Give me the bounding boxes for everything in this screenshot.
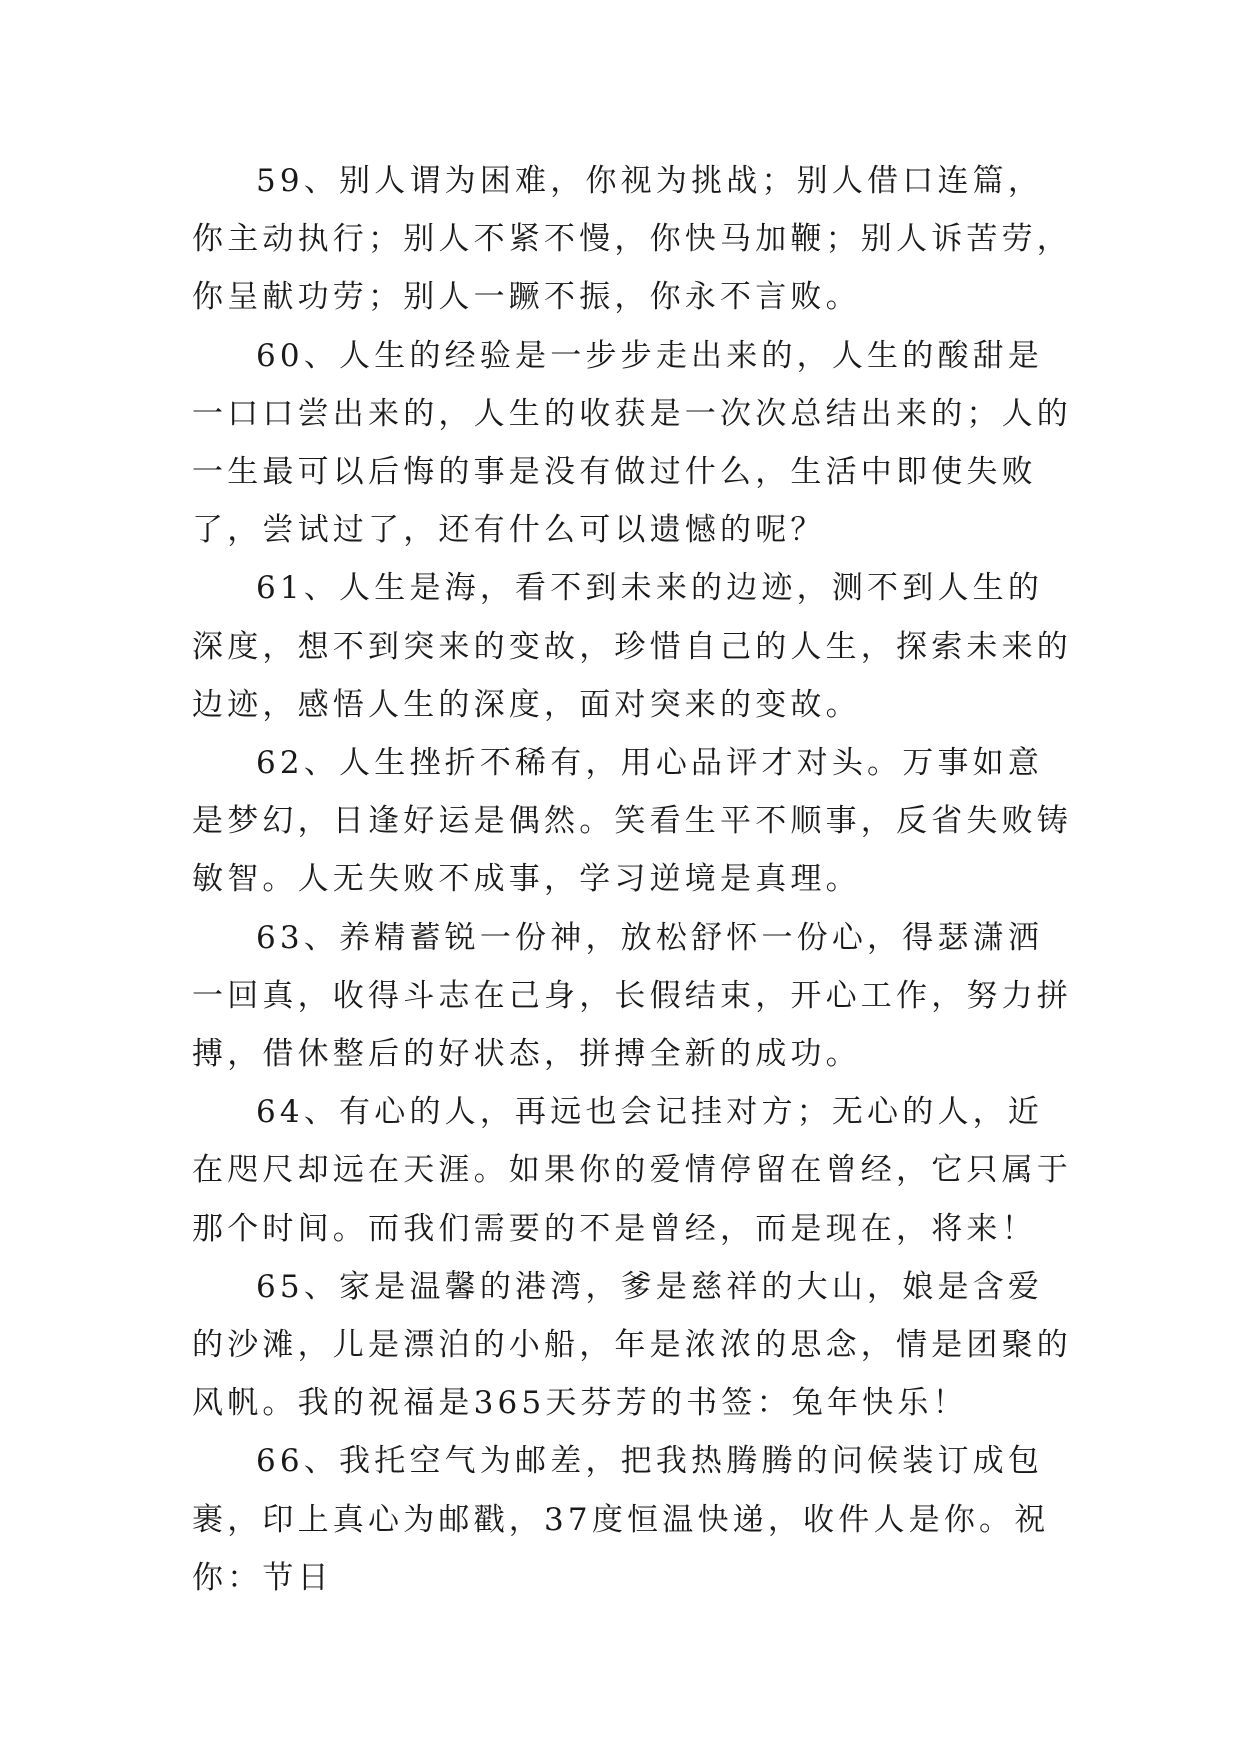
paragraph-60: 60、人生的经验是一步步走出来的，人生的酸甜是一口口尝出来的，人生的收获是一次次总结出来的；人的一生最可以后悔的事是没有做过什么，生活中即使失败了，尝试过了，还有什么可以遗憾的呢？ [192,337,1072,549]
document-body [192,152,1072,1607]
paragraph-62: 62、人生挫折不稀有，用心品评才对头。万事如意是梦幻，日逢好运是偶然。笑看生平不顺事，反省失败铸敏智。人无失败不成事，学习逆境是真理。 [192,745,1072,898]
paragraph-59: 59、别人谓为困难，你视为挑战；别人借口连篇，你主动执行；别人不紧不慢，你快马加鞭；别人诉苦劳，你呈献功劳；别人一蹶不振，你永不言败。 [192,163,1072,316]
paragraph-65: 65、家是温馨的港湾，爹是慈祥的大山，娘是含爱的沙滩，儿是漂泊的小船，年是浓浓的思念，情是团聚的风帆。我的祝福是365天芬芳的书签：兔年快乐！ [192,1268,1072,1422]
paragraph-63: 63、养精蓄锐一份神，放松舒怀一份心，得瑟潇洒一回真，收得斗志在己身，长假结束，开心工作，努力拼搏，借休整后的好状态，拼搏全新的成功。 [192,919,1072,1073]
paragraph-64: 64、有心的人，再远也会记挂对方；无心的人，近在咫尺却远在天涯。如果你的爱情停留在曾经，它只属于那个时间。而我们需要的不是曾经，而是现在，将来！ [192,1094,1072,1247]
paragraph-61: 61、人生是海，看不到未来的边迹，测不到人生的深度，想不到突来的变故，珍惜自己的人生，探索未来的边迹，感悟人生的深度，面对突来的变故。 [192,570,1072,723]
paragraph-66: 66、我托空气为邮差，把我热腾腾的问候装订成包裹，印上真心为邮戳，37度恒温快递，收件人是你。祝你：节日 [192,1443,1050,1596]
